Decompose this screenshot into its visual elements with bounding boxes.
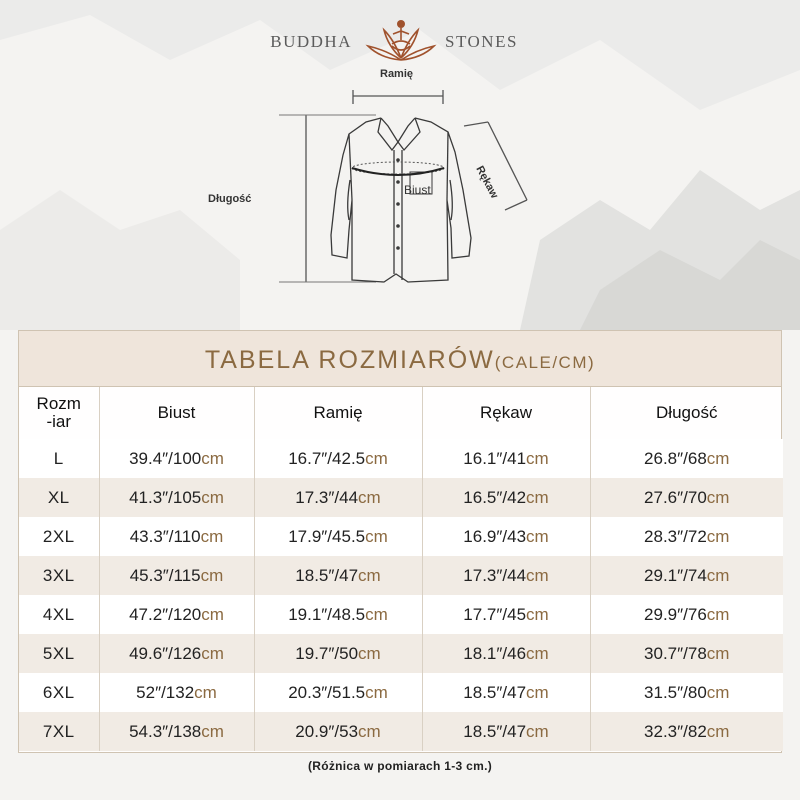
length-value: 26.8″/68 bbox=[644, 448, 707, 468]
bust-value: 41.3″/105 bbox=[129, 487, 202, 507]
bust-value: 52″/132 bbox=[136, 682, 195, 702]
table-row bbox=[19, 439, 783, 478]
shoulder-label: Ramię bbox=[380, 68, 414, 80]
sleeve-cell bbox=[422, 439, 590, 478]
shoulder-cell bbox=[254, 595, 422, 634]
bust-cell bbox=[99, 517, 254, 556]
bust-unit: cm bbox=[201, 487, 224, 507]
lotus-meditation-logo-icon bbox=[362, 14, 440, 66]
length-unit: cm bbox=[706, 721, 730, 741]
shoulder-unit: cm bbox=[365, 448, 388, 468]
sleeve-unit: cm bbox=[526, 487, 549, 507]
sleeve-unit: cm bbox=[526, 721, 549, 741]
shoulder-unit: cm bbox=[358, 721, 381, 741]
bust-cell bbox=[99, 712, 254, 751]
brand-name-right: STONES bbox=[445, 32, 518, 51]
size-cell: 4XL bbox=[19, 595, 99, 634]
shoulder-unit: cm bbox=[358, 487, 381, 507]
bust-cell bbox=[99, 439, 254, 478]
bust-unit: cm bbox=[200, 565, 224, 585]
size-cell: 7XL bbox=[19, 712, 99, 751]
size-cell: L bbox=[19, 439, 99, 478]
length-value: 27.6″/70 bbox=[644, 487, 707, 507]
bust-unit: cm bbox=[201, 448, 224, 468]
bust-value: 47.2″/120 bbox=[129, 604, 202, 624]
length-unit: cm bbox=[706, 643, 730, 663]
header-size-line2: -iar bbox=[46, 412, 72, 431]
sleeve-unit: cm bbox=[526, 565, 549, 585]
sleeve-cell bbox=[422, 712, 590, 751]
length-unit: cm bbox=[706, 682, 730, 702]
bust-value: 49.6″/126 bbox=[129, 643, 202, 663]
shoulder-unit: cm bbox=[358, 565, 381, 585]
shoulder-value: 20.3″/51.5 bbox=[288, 682, 366, 702]
bust-unit: cm bbox=[201, 604, 224, 624]
length-value: 32.3″/82 bbox=[644, 721, 707, 741]
sleeve-value: 18.1″/46 bbox=[463, 643, 527, 663]
table-unit: (CALE/CM) bbox=[494, 353, 596, 372]
sleeve-cell bbox=[422, 634, 590, 673]
size-cell: 2XL bbox=[19, 517, 99, 556]
bust-cell bbox=[99, 478, 254, 517]
shoulder-cell bbox=[254, 556, 422, 595]
shoulder-value: 19.1″/48.5 bbox=[288, 604, 366, 624]
size-cell: 3XL bbox=[19, 556, 99, 595]
sleeve-unit: cm bbox=[526, 604, 549, 624]
shoulder-cell bbox=[254, 634, 422, 673]
sleeve-value: 16.9″/43 bbox=[463, 526, 527, 546]
sleeve-label: Rękaw bbox=[473, 164, 501, 201]
length-unit: cm bbox=[706, 565, 730, 585]
shoulder-value: 16.7″/42.5 bbox=[288, 448, 366, 468]
length-value: 29.1″/74 bbox=[644, 565, 707, 585]
table-row bbox=[19, 634, 783, 673]
bust-unit: cm bbox=[201, 643, 224, 663]
bust-value: 54.3″/138 bbox=[129, 721, 202, 741]
bust-unit: cm bbox=[194, 682, 217, 702]
shoulder-unit: cm bbox=[358, 643, 381, 663]
shoulder-cell bbox=[254, 712, 422, 751]
length-label: Długość bbox=[208, 193, 252, 205]
shoulder-value: 17.3″/44 bbox=[295, 487, 359, 507]
sleeve-cell bbox=[422, 673, 590, 712]
length-value: 31.5″/80 bbox=[644, 682, 707, 702]
shoulder-cell bbox=[254, 673, 422, 712]
length-cell bbox=[590, 517, 783, 556]
length-unit: cm bbox=[706, 604, 730, 624]
shoulder-cell bbox=[254, 517, 422, 556]
length-value: 29.9″/76 bbox=[644, 604, 707, 624]
size-cell: 5XL bbox=[19, 634, 99, 673]
bust-cell bbox=[99, 634, 254, 673]
brand-name-left: BUDDHA bbox=[270, 32, 352, 51]
bust-value: 45.3″/115 bbox=[129, 565, 201, 585]
shoulder-value: 19.7″/50 bbox=[295, 643, 359, 663]
table-title: TABELA ROZMIARÓW bbox=[204, 346, 495, 374]
length-cell bbox=[590, 439, 783, 478]
shirt-outline-icon bbox=[0, 60, 800, 320]
length-value: 30.7″/78 bbox=[644, 643, 707, 663]
table-row bbox=[19, 712, 783, 751]
length-cell bbox=[590, 478, 783, 517]
length-cell bbox=[590, 556, 783, 595]
footnote: (Różnica w pomiarach 1-3 cm.) bbox=[307, 759, 493, 773]
sleeve-unit: cm bbox=[526, 526, 549, 546]
size-cell: XL bbox=[19, 478, 99, 517]
sleeve-value: 17.3″/44 bbox=[463, 565, 527, 585]
table-header-row bbox=[19, 387, 783, 439]
shoulder-cell bbox=[254, 478, 422, 517]
sleeve-unit: cm bbox=[526, 448, 549, 468]
size-cell: 6XL bbox=[19, 673, 99, 712]
size-table-grid bbox=[19, 387, 783, 751]
header-size bbox=[19, 387, 99, 439]
bust-unit: cm bbox=[200, 526, 224, 546]
sleeve-value: 17.7″/45 bbox=[463, 604, 527, 624]
header-shoulder: Ramię bbox=[254, 387, 422, 439]
shoulder-unit: cm bbox=[365, 526, 388, 546]
table-title-bar bbox=[19, 331, 781, 387]
shoulder-cell bbox=[254, 439, 422, 478]
bust-cell bbox=[99, 673, 254, 712]
sleeve-cell bbox=[422, 478, 590, 517]
bust-cell bbox=[99, 595, 254, 634]
header-size-line1: Rozm bbox=[36, 394, 81, 413]
length-unit: cm bbox=[706, 487, 730, 507]
bust-cell bbox=[99, 556, 254, 595]
header-length: Długość bbox=[656, 403, 718, 422]
shoulder-value: 20.9″/53 bbox=[295, 721, 359, 741]
shoulder-unit: cm bbox=[365, 682, 388, 702]
sleeve-value: 16.5″/42 bbox=[463, 487, 527, 507]
bust-unit: cm bbox=[201, 721, 224, 741]
bust-value: 43.3″/110 bbox=[129, 526, 201, 546]
shoulder-value: 17.9″/45.5 bbox=[288, 526, 366, 546]
sleeve-cell bbox=[422, 517, 590, 556]
table-row bbox=[19, 478, 783, 517]
length-unit: cm bbox=[706, 526, 730, 546]
shoulder-value: 18.5″/47 bbox=[295, 565, 359, 585]
sleeve-value: 18.5″/47 bbox=[463, 682, 527, 702]
sleeve-value: 16.1″/41 bbox=[463, 448, 527, 468]
length-value: 28.3″/72 bbox=[644, 526, 707, 546]
bust-value: 39.4″/100 bbox=[129, 448, 202, 468]
shoulder-unit: cm bbox=[365, 604, 388, 624]
length-cell bbox=[590, 673, 783, 712]
sleeve-cell bbox=[422, 556, 590, 595]
table-body bbox=[19, 439, 783, 751]
size-chart-table bbox=[18, 330, 782, 753]
sleeve-unit: cm bbox=[526, 682, 549, 702]
bust-label: Biust bbox=[404, 183, 431, 197]
header-bust: Biust bbox=[99, 387, 254, 439]
sleeve-unit: cm bbox=[526, 643, 549, 663]
table-row bbox=[19, 673, 783, 712]
length-unit: cm bbox=[706, 448, 730, 468]
length-cell bbox=[590, 634, 783, 673]
garment-diagram bbox=[0, 60, 800, 320]
table-row bbox=[19, 517, 783, 556]
table-row bbox=[19, 595, 783, 634]
table-row bbox=[19, 556, 783, 595]
sleeve-cell bbox=[422, 595, 590, 634]
length-cell bbox=[590, 595, 783, 634]
length-cell bbox=[590, 712, 783, 751]
header-sleeve: Rękaw bbox=[422, 387, 590, 439]
sleeve-value: 18.5″/47 bbox=[463, 721, 527, 741]
